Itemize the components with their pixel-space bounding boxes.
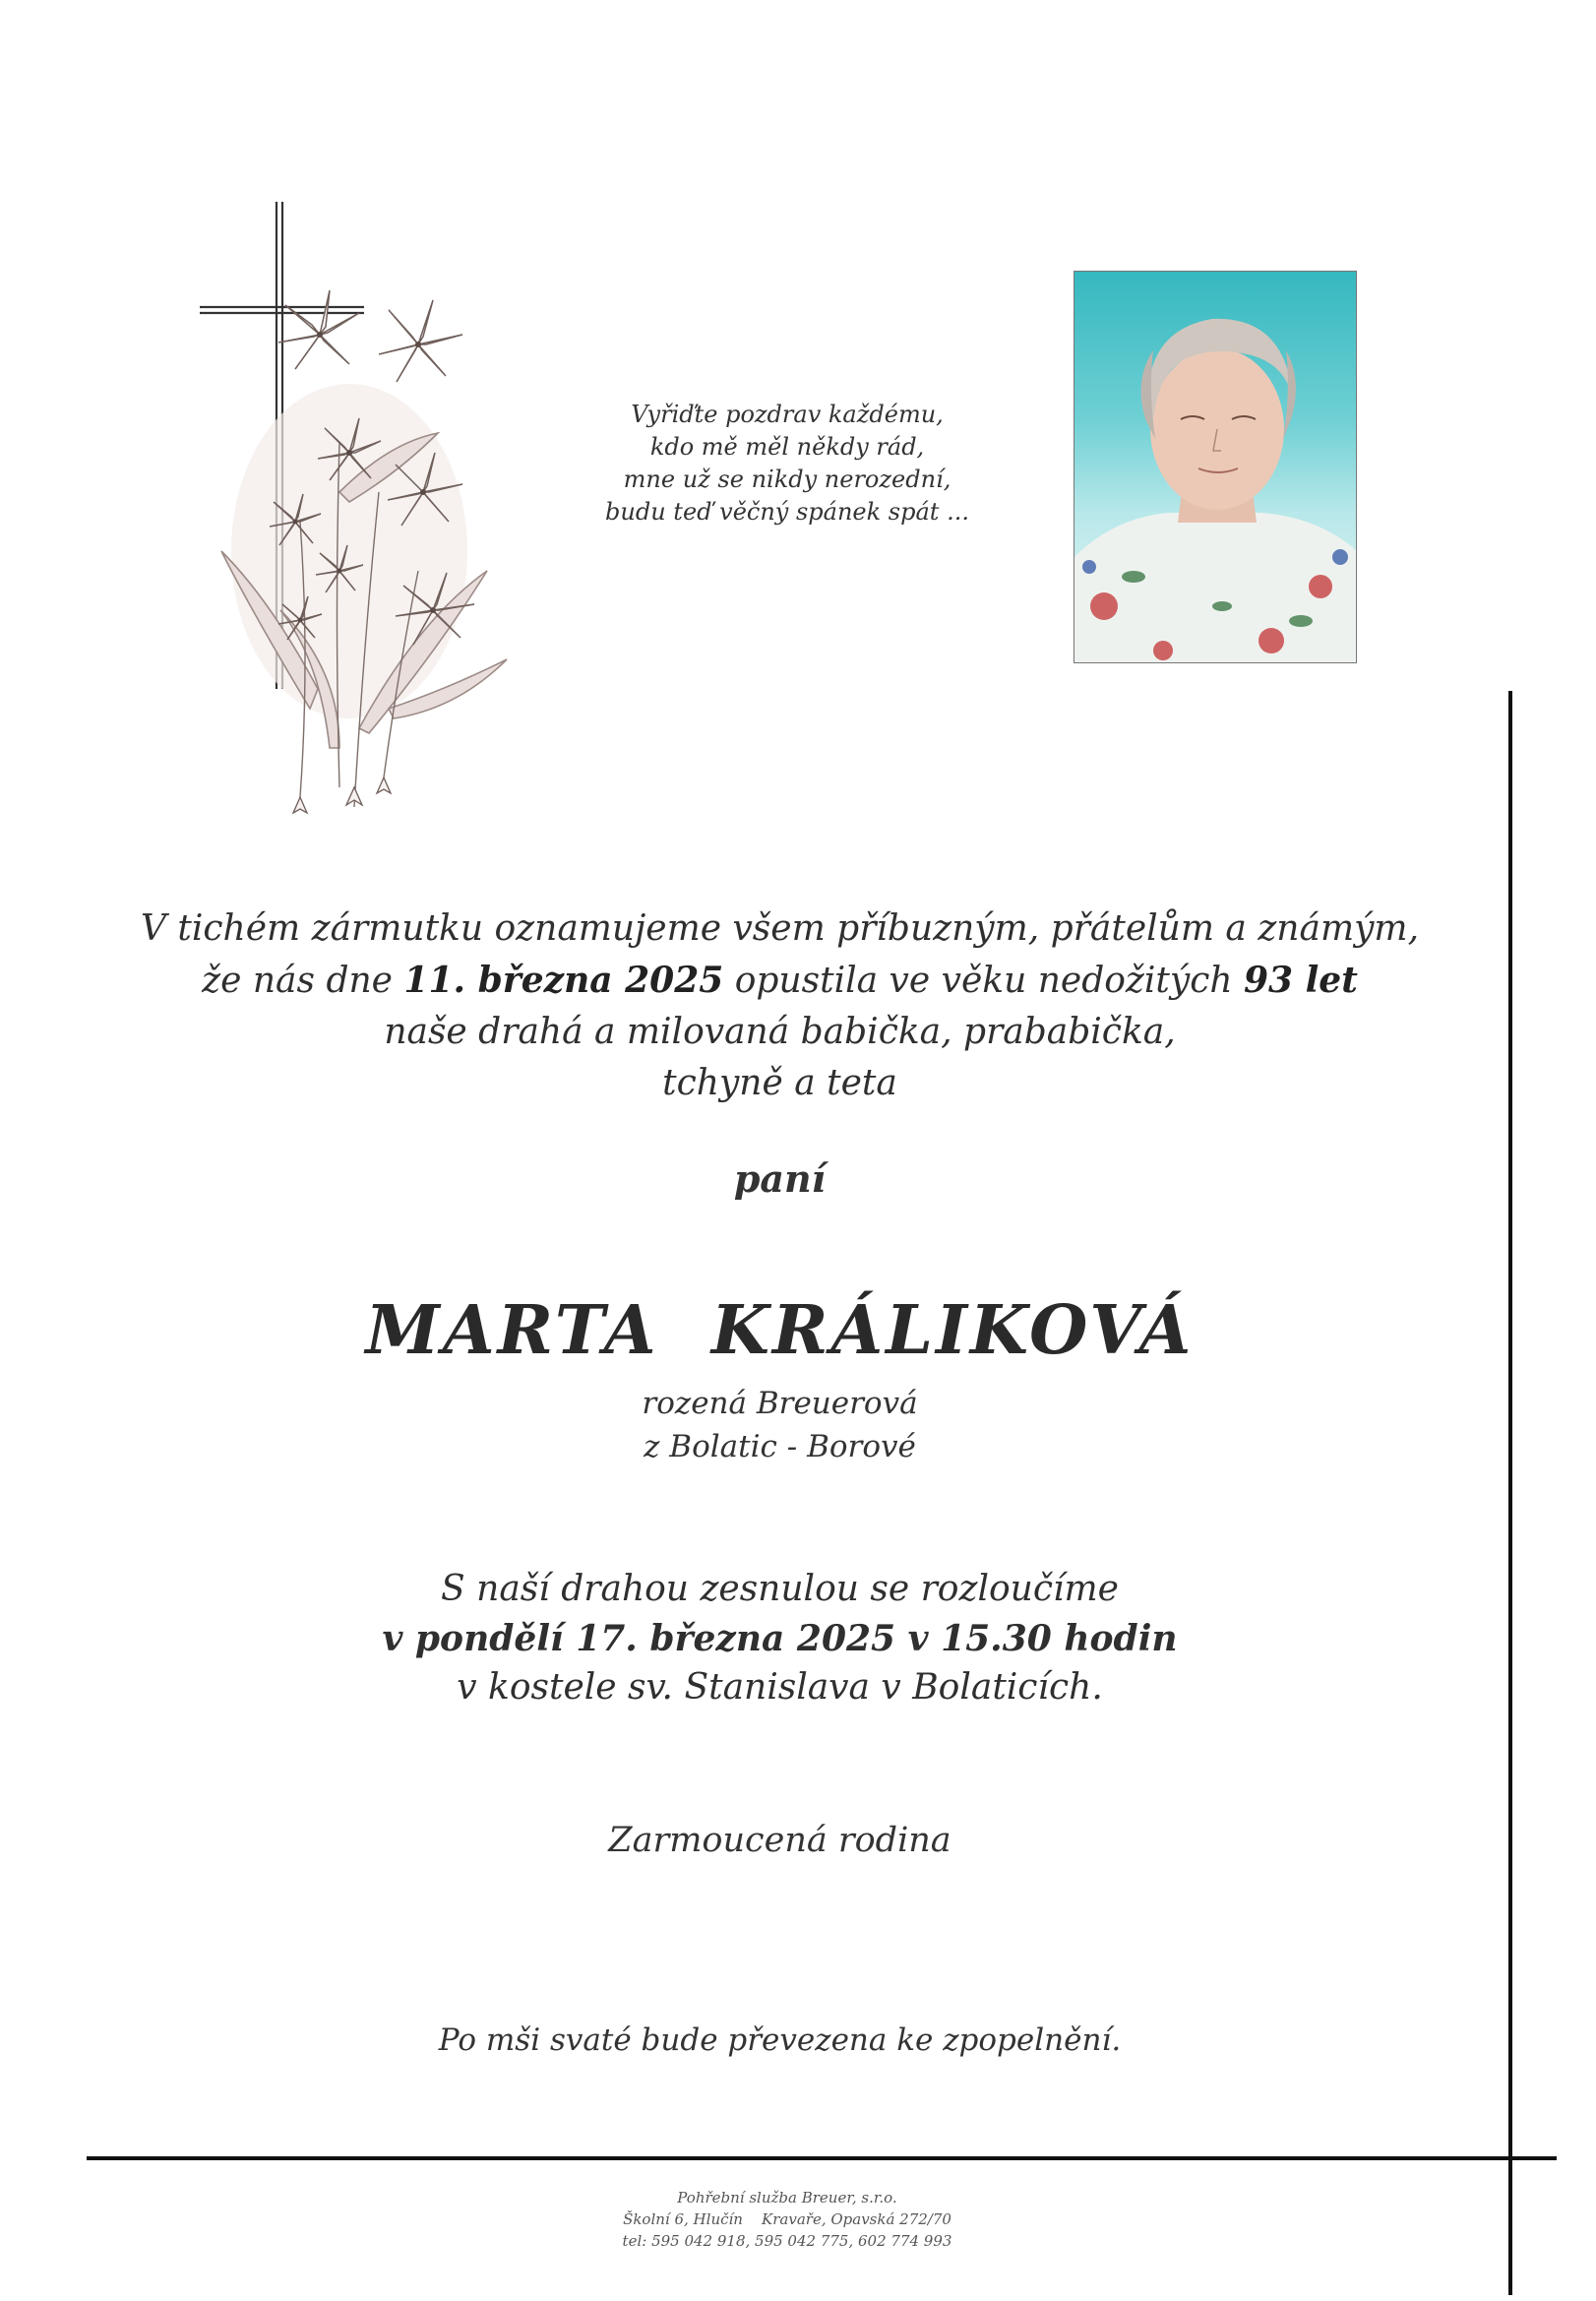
origin: z Bolatic - Borové [644, 1429, 916, 1464]
maiden-name: rozená Breuerová [642, 1386, 918, 1421]
verse-line: mne už se nikdy nerozední, [623, 466, 951, 493]
footer-company: Pohřební služba Breuer, s.r.o. [677, 2189, 897, 2207]
cross-with-lilies-icon [192, 197, 546, 817]
farewell-datetime: v pondělí 17. března 2025 v 15.30 hodin [382, 1618, 1178, 1659]
death-date: 11. března 2025 [403, 960, 724, 1001]
farewell-place: v kostele sv. Stanislava v Bolaticích. [457, 1667, 1103, 1708]
portrait-photo-icon [1074, 272, 1357, 663]
portrait-photo [1074, 271, 1357, 663]
honorific: paní [733, 1156, 827, 1201]
announcement-text: že nás dne [202, 961, 404, 1001]
announcement-text: opustila ve věku nedožitých [723, 961, 1244, 1001]
death-announcement [98, 903, 1461, 1109]
cremation-note: Po mši svaté bude převezena ke zpopelnění. [438, 2022, 1122, 2058]
funeral-service-footer [492, 2187, 1082, 2252]
verse-line: kdo mě měl někdy rád, [649, 433, 925, 461]
family-signature: Zarmoucená rodina [608, 1821, 951, 1860]
footer-address: Školní 6, Hlučín Kravaře, Opavská 272/70 [623, 2210, 951, 2228]
footer-phones: tel: 595 042 918, 595 042 775, 602 774 993 [622, 2232, 952, 2250]
frame-horizontal-line [87, 2156, 1557, 2160]
verse-line: Vyřiďte pozdrav každému, [631, 401, 944, 428]
verse-line: budu teď věčný spánek spát ... [605, 498, 969, 526]
deceased-details [98, 1382, 1461, 1468]
announcement-line: V tichém zármutku oznamujeme všem příbuzným, přátelům a známým, [140, 908, 1420, 949]
farewell-line: S naší drahou zesnulou se rozloučíme [441, 1569, 1119, 1609]
memorial-verse [551, 399, 1023, 529]
age: 93 let [1244, 960, 1358, 1001]
farewell-info [98, 1565, 1461, 1712]
deceased-name: MARTA KRÁLIKOVÁ [365, 1291, 1195, 1370]
announcement-line [98, 955, 1461, 1007]
frame-vertical-line [1508, 691, 1512, 2295]
announcement-line: tchyně a teta [662, 1063, 897, 1103]
announcement-line: naše drahá a milovaná babička, prababička, [384, 1012, 1176, 1052]
